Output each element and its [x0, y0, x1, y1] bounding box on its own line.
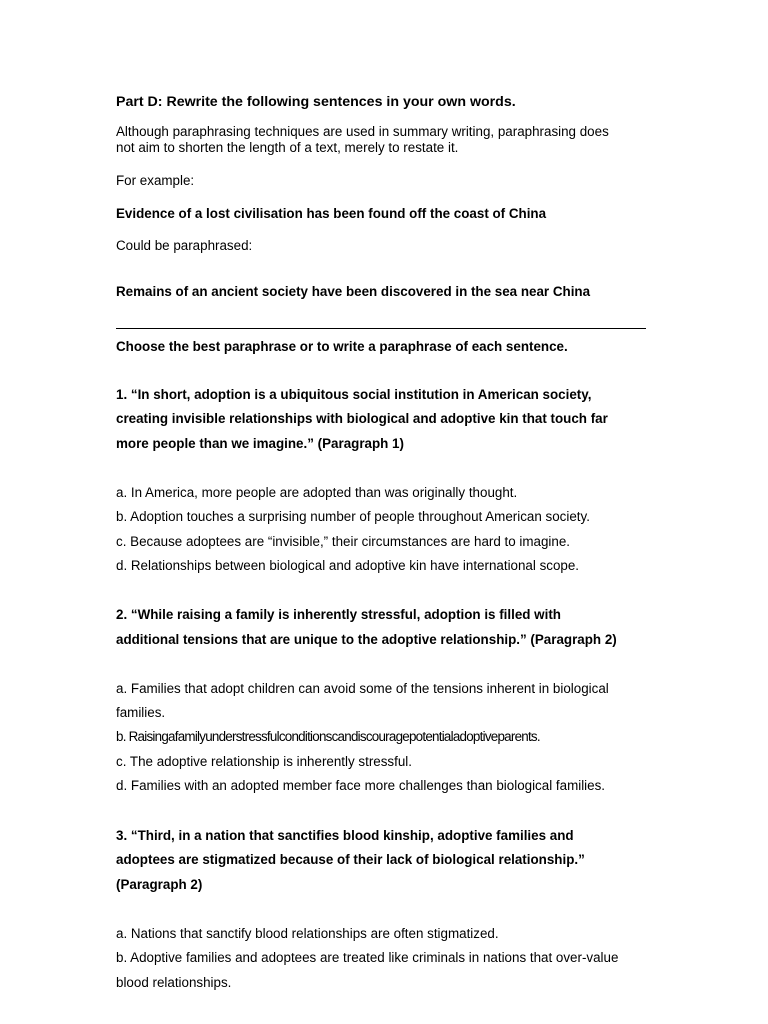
question-2-option-b: b. Raisingafamilyunderstressfulconditionscandiscouragepotentialadoptiveparents. [116, 729, 540, 744]
example-sentence: Evidence of a lost civilisation has been found off the coast of China [116, 206, 547, 221]
instruction: Choose the best paraphrase or to write a paraphrase of each sentence. [116, 339, 568, 354]
question-1-option-d: d. Relationships between biological and adoptive kin have international scope. [116, 558, 580, 573]
section-divider [116, 328, 646, 329]
question-1-option-c: c. Because adoptees are “invisible,” their circumstances are hard to imagine. [116, 534, 571, 549]
question-2-option-c: c. The adoptive relationship is inherently stressful. [116, 754, 412, 769]
question-3-line-3: (Paragraph 2) [116, 877, 203, 892]
question-3-line-1: 3. “Third, in a nation that sanctifies blood kinship, adoptive families and [116, 828, 574, 843]
question-2-line-2: additional tensions that are unique to the adoptive relationship.” (Paragraph 2) [116, 632, 617, 647]
question-2-option-d: d. Families with an adopted member face more challenges than biological families. [116, 778, 606, 793]
question-3-option-b-continued: blood relationships. [116, 975, 232, 990]
question-2-line-1: 2. “While raising a family is inherently stressful, adoption is filled with [116, 607, 561, 622]
intro-line-1: Although paraphrasing techniques are used in summary writing, paraphrasing does [116, 124, 609, 139]
question-2-option-a: a. Families that adopt children can avoid some of the tensions inherent in biological [116, 681, 609, 696]
question-1-option-b: b. Adoption touches a surprising number of people throughout American society. [116, 509, 590, 524]
question-1-line-1: 1. “In short, adoption is a ubiquitous social institution in American society, [116, 387, 592, 402]
question-1-line-2: creating invisible relationships with biological and adoptive kin that touch far [116, 411, 608, 426]
question-1-line-3: more people than we imagine.” (Paragraph 1) [116, 436, 404, 451]
question-3-option-a: a. Nations that sanctify blood relationships are often stigmatized. [116, 926, 499, 941]
example-paraphrase: Remains of an ancient society have been discovered in the sea near China [116, 284, 591, 299]
question-2-option-a-continued: families. [116, 705, 166, 720]
question-3-option-b: b. Adoptive families and adoptees are treated like criminals in nations that over-value [116, 950, 619, 965]
question-1-option-a: a. In America, more people are adopted than was originally thought. [116, 485, 518, 500]
question-3-line-2: adoptees are stigmatized because of their lack of biological relationship.” [116, 852, 585, 867]
intro-line-2: not aim to shorten the length of a text, merely to restate it. [116, 140, 459, 155]
could-be-label: Could be paraphrased: [116, 238, 253, 253]
part-heading: Part D: Rewrite the following sentences in your own words. [116, 94, 516, 110]
for-example-label: For example: [116, 173, 195, 188]
